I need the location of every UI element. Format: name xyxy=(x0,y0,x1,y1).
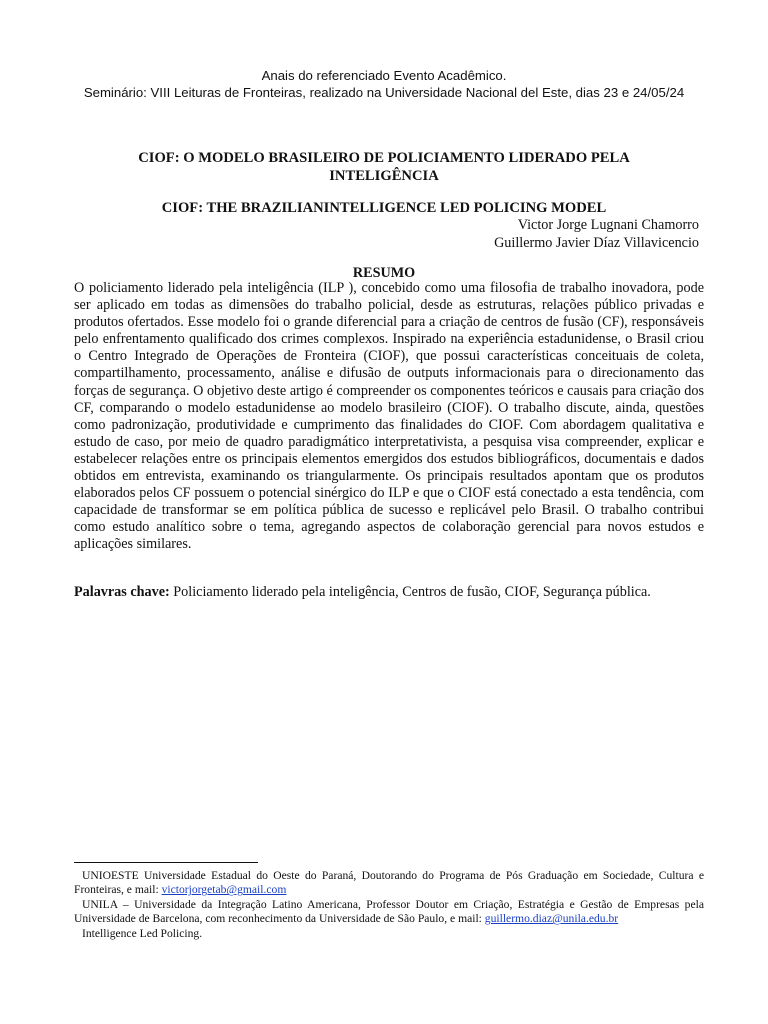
footnote-2-email-link[interactable]: guillermo.diaz@unila.edu.br xyxy=(484,912,619,926)
event-header-line-1: Anais do referenciado Evento Acadêmico. xyxy=(261,68,507,83)
title-portuguese: CIOF: O MODELO BRASILEIRO DE POLICIAMENTO LIDERADO PELA INTELIGÊNCIA xyxy=(138,150,630,184)
event-header xyxy=(60,67,708,101)
title-english: CIOF: THE BRAZILIANINTELLIGENCE LED POLICING MODEL xyxy=(161,200,607,216)
footnote-1 xyxy=(74,869,704,898)
footnote-divider xyxy=(74,862,258,863)
author-2: Guillermo Javier Díaz Villavicencio xyxy=(494,235,699,251)
keywords xyxy=(74,584,714,601)
keywords-text: Policiamento liderado pela inteligência, Centros de fusão, CIOF, Segurança pública. xyxy=(169,584,651,600)
footnotes xyxy=(74,869,704,941)
footnote-1-text: UNIOESTE Universidade Estadual do Oeste do Paraná, Doutorando do Programa de Pós Graduação em Sociedade, Cultura e Fronteiras, e mail: xyxy=(74,869,704,897)
footnote-1-email-link[interactable]: victorjorgetab@gmail.com xyxy=(161,883,287,897)
footnote-2-text: UNILA – Universidade da Integração Latino Americana, Professor Doutor em Criação, Estratégia e Gestão de Empresas pela Universidade de Barcelona, com reconhecimento da Universidade de São Paulo, e mail: xyxy=(74,897,704,926)
abstract-text: O policiamento liderado pela inteligência (ILP ), concebido como uma filosofia de trabalho inovadora, pode ser aplicado em todas as dimensões do trabalho policial, desde as estruturas, relações público privadas e produtos ofertados. Esse modelo foi o grande diferencial para a criação de centros de fusão (CF), responsáveis pelo enfrentamento qualificado dos crimes complexos. Inspirado na experiência estadunidense, o Brasil criou o Centro Integrado de Operações de Fronteira (CIOF), que possui características conceituais de coleta, compartilhamento, processamento, análise e difusão de outputs informacionais para o direcionamento das forças de segurança. O objetivo deste artigo é compreender os componentes teóricos e causais para criação dos CF, comparando o modelo estadunidense ao modelo brasileiro (CIOF). O trabalho discute, ainda, questões como padronização, produtividade e cumprimento das finalidades do CIOF. Com abordagem qualitativa e estudo de caso, por meio de quadro paradigmático interpretativista, a pesquisa visa compreender, explicar e estabelecer relações entre os principais elementos emergidos dos estudos bibliográficos, documentais e dados obtidos em entrevista, examinando os triangularmente. Os principais resultados apontam que os produtos elaborados pelos CF possuem o potencial sinérgico do ILP e que o CIOF está conectado a esta tendência, com capacidade de transformar se em política pública de sucesso e replicável pelo Brasil. O trabalho contribui como estudo analítico sobre o tema, agregando aspectos de colaboração gerencial para novos estudos e aplicações similares. xyxy=(74,280,704,553)
footnote-2 xyxy=(74,898,704,927)
abstract-heading: RESUMO xyxy=(352,265,416,281)
authors-block xyxy=(299,216,699,252)
footnote-3: Intelligence Led Policing. xyxy=(82,926,203,940)
keywords-label: Palavras chave: xyxy=(74,584,170,600)
author-1: Victor Jorge Lugnani Chamorro xyxy=(517,217,699,233)
event-header-line-2: Seminário: VIII Leituras de Fronteiras, realizado na Universidade Nacional del Este, dias 23 e 24/05/24 xyxy=(83,85,685,100)
